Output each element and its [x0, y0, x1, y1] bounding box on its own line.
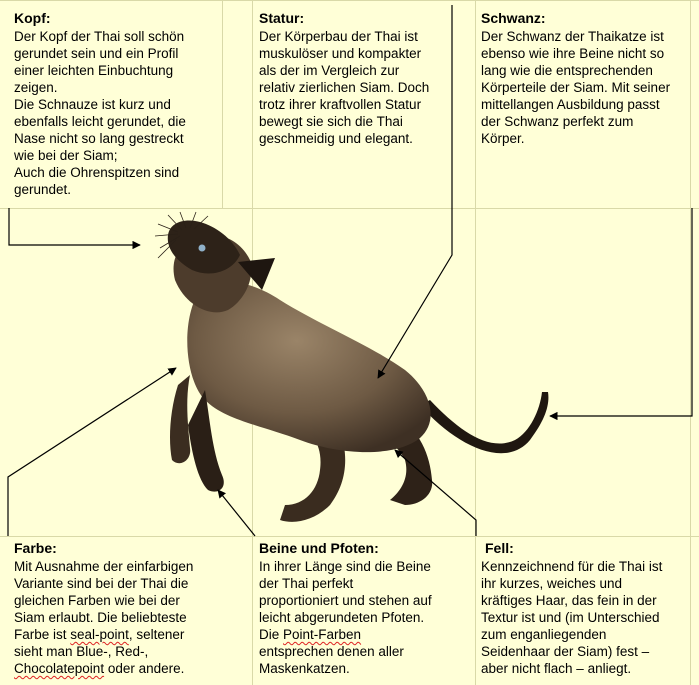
cat-image [155, 212, 548, 522]
beine-line: proportioniert und stehen auf [259, 593, 432, 608]
kopf-line: ebenfalls leicht gerundet, die [14, 114, 186, 129]
beine-line: In ihrer Länge sind die Beine [259, 559, 431, 574]
kopf-line: gerundet sein und ein Profil [14, 46, 179, 61]
fell-line: aber nicht flach – anliegt. [481, 661, 632, 676]
kopf-line: einer leichten Einbuchtung [14, 63, 174, 78]
statur-line: muskulöser und kompakter [259, 46, 422, 61]
section-statur-title: Statur: [259, 10, 305, 26]
cat-eye [199, 245, 206, 252]
statur-line: relativ zierlichen Siam. Doch [259, 80, 430, 95]
schwanz-line: lang wie die entsprechenden [481, 63, 653, 78]
kopf-line: Die Schnauze ist kurz und [14, 97, 171, 112]
farbe-line: Mit Ausnahme der einfarbigen [14, 559, 194, 574]
cat-front-leg-far [170, 375, 190, 463]
farbe-text: , seltener [128, 627, 185, 642]
beine-line: der Thai perfekt [259, 576, 354, 591]
kopf-line: Nase nicht so lang gestreckt [14, 131, 184, 146]
schwanz-line: der Schwanz perfekt zum [481, 114, 634, 129]
farbe-line: sieht man Blue-, Red-, [14, 644, 149, 659]
arrow-statur [378, 5, 452, 378]
connector-lines [8, 5, 692, 536]
arrow-farbe [8, 368, 176, 536]
farbe-text: Farbe ist [14, 627, 71, 642]
fell-line: Seidenhaar der Siam) fest – [481, 644, 650, 659]
beine-text: Die [259, 627, 284, 642]
schwanz-line: Der Schwanz der Thaikatze ist [481, 29, 664, 44]
arrow-kopf [9, 208, 140, 245]
section-farbe-title: Farbe: [14, 540, 57, 556]
seal-point-term: seal-point [70, 627, 129, 642]
point-farben-term: Point-Farben [283, 627, 362, 642]
beine-line: entsprechen denen aller [259, 644, 404, 659]
statur-line: geschmeidig und elegant. [259, 131, 413, 146]
arrow-beine [218, 490, 255, 536]
schwanz-line: Körper. [481, 131, 525, 146]
kopf-line: Der Kopf der Thai soll schön [14, 29, 185, 44]
statur-line: trotz ihrer kraftvollen Statur [259, 97, 422, 112]
fell-line: Kennzeichnend für die Thai ist [481, 559, 663, 574]
kopf-line: zeigen. [14, 80, 58, 95]
statur-line: bewegt sie sich die Thai [259, 114, 403, 129]
fell-line: Textur ist und (im Unterschied [481, 610, 660, 625]
schwanz-line: mittellangen Ausbildung passt [481, 97, 660, 112]
fell-line: zum enganliegenden [481, 627, 607, 642]
statur-line: als der im Vergleich zur [259, 63, 400, 78]
cat-tail [420, 392, 548, 453]
farbe-text: oder andere. [104, 661, 185, 676]
chocolatepoint-term: Chocolatepoint [14, 661, 105, 676]
statur-line: Der Körperbau der Thai ist [259, 29, 418, 44]
schwanz-line: ebenso wie ihre Beine nicht so [481, 46, 665, 61]
fell-line: ihr kurzes, weiches und [481, 576, 623, 591]
kopf-line: wie bei der Siam; [14, 148, 118, 163]
section-kopf-title: Kopf: [14, 10, 51, 26]
fell-line: kräftiges Haar, das fein in der [481, 593, 657, 608]
kopf-line: gerundet. [14, 182, 72, 197]
schwanz-line: Körperteile der Siam. Mit seiner [481, 80, 671, 95]
kopf-line: Auch die Ohrenspitzen sind [14, 165, 180, 180]
beine-line: leicht abgerundeten Pfoten. [259, 610, 425, 625]
farbe-line: Siam erlaubt. Die beliebteste [14, 610, 187, 625]
section-fell-title: Fell: [485, 540, 514, 556]
section-beine-title: Beine und Pfoten: [259, 540, 379, 556]
farbe-line: Variante sind bei der Thai die [14, 576, 189, 591]
section-schwanz-title: Schwanz: [481, 10, 546, 26]
farbe-line: gleichen Farben wie bei der [14, 593, 180, 608]
beine-line: Maskenkatzen. [259, 661, 350, 676]
arrow-schwanz [550, 208, 692, 416]
